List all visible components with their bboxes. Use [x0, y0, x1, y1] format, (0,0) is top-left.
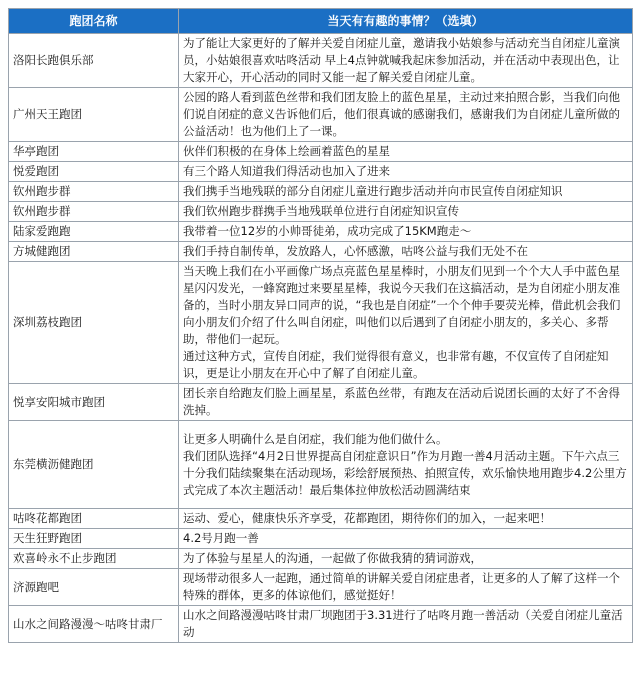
- table-row: [9, 242, 633, 262]
- club-story: [179, 569, 633, 606]
- club-story: [179, 606, 633, 643]
- story-paragraph: 让更多人明确什么是自闭症，我们能为他们做什么。: [183, 431, 448, 446]
- table-row: [9, 202, 633, 222]
- table-row: [9, 529, 633, 549]
- club-name: 悦享安阳城市跑团: [9, 384, 179, 421]
- header-story: 当天有有趣的事情？（选填）: [179, 9, 633, 34]
- table-row: [9, 384, 633, 421]
- club-story: [179, 421, 633, 509]
- club-name: 悦爱跑团: [9, 162, 179, 182]
- story-paragraph: 山水之间路漫漫咕咚甘肃厂坝跑团于3.31进行了咕咚月跑一善活动（关爱自闭症儿童活动: [183, 608, 623, 639]
- club-story: [179, 509, 633, 529]
- table-row: [9, 606, 633, 643]
- story-paragraph: 通过这种方式，宣传自闭症，我们觉得很有意义，也非常有趣，不仅宣传了自闭症知识，更是让小朋友在开心中了解了自闭症儿童。: [183, 349, 609, 380]
- club-story: [179, 88, 633, 142]
- table-row: [9, 421, 633, 509]
- story-paragraph: 我们携手当地残联的部分自闭症儿童进行跑步活动并向市民宣传自闭症知识: [183, 184, 563, 198]
- document: [8, 8, 632, 643]
- table-row: [9, 262, 633, 384]
- table-row: [9, 142, 633, 162]
- story-paragraph: 公园的路人看到蓝色丝带和我们团友脸上的蓝色星星，主动过来拍照合影，当我们向他们说自闭症的意义告诉他们后，他们很真诚的感谢我们，感谢我们为自闭症儿童所做的公益活动！也为他们上了一课。: [183, 90, 620, 138]
- club-story: [179, 202, 633, 222]
- story-paragraph: 伙伴们积极的在身体上绘画着蓝色的星星: [183, 144, 390, 158]
- table-row: [9, 34, 633, 88]
- header-club-name: 跑团名称: [9, 9, 179, 34]
- club-name: 方城健跑团: [9, 242, 179, 262]
- club-story: [179, 34, 633, 88]
- club-story: [179, 182, 633, 202]
- table-row: [9, 88, 633, 142]
- club-story: [179, 162, 633, 182]
- story-paragraph: 我们团队选择“4月2日世界提高自闭症意识日”作为月跑一善4月活动主题。下午六点三十分我们陆续聚集在活动现场，彩绘舒展预热、拍照宣传，欢乐愉快地用跑步4.2公里方式完成了本次主题活动！最后集体拉伸放松活动圆满结束: [183, 448, 627, 497]
- table-body: [9, 34, 633, 643]
- club-story: [179, 529, 633, 549]
- club-name: 山水之间路漫漫～咕咚甘肃厂: [9, 606, 179, 643]
- club-name: 钦州跑步群: [9, 202, 179, 222]
- club-name: 陆家爱跑跑: [9, 222, 179, 242]
- story-paragraph: 为了能让大家更好的了解并关爱自闭症儿童，邀请我小姑娘参与活动充当自闭症儿童演员，小姑娘很喜欢咕咚活动 早上4点钟就喊我起床参加活动，并在活动中表现出色，让大家开心，开心活动的同时又能一起了解关爱自闭症儿童。: [183, 36, 620, 84]
- club-name: 济源跑吧: [9, 569, 179, 606]
- club-story: [179, 549, 633, 569]
- club-name: 天生狂野跑团: [9, 529, 179, 549]
- story-paragraph: 团长亲自给跑友们脸上画星星，系蓝色丝带，有跑友在活动后说团长画的太好了不舍得洗掉。: [183, 386, 620, 417]
- club-name: 洛阳长跑俱乐部: [9, 34, 179, 88]
- club-name: 华亭跑团: [9, 142, 179, 162]
- club-name: 广州天王跑团: [9, 88, 179, 142]
- table-row: [9, 509, 633, 529]
- story-paragraph: 当天晚上我们在小平画像广场点亮蓝色星星棒时，小朋友们见到一个个大人手中蓝色星星闪闪发光，一蜂窝跑过来要星星棒，我说今天我们在这搞活动，是为自闭症小朋友准备的，当时小朋友异口同声的说，“我也是自闭症”一个个伸手要荧光棒，借此机会我们向小朋友们介绍了什么叫自闭症，叫他们以后遇到了自闭症小朋友的，多关心、多帮助，带他们一起玩。: [183, 264, 621, 346]
- club-story: [179, 242, 633, 262]
- table-row: [9, 162, 633, 182]
- club-activity-table: [8, 8, 633, 643]
- club-story: [179, 222, 633, 242]
- story-paragraph: 4.2号月跑一善: [183, 531, 259, 545]
- header-row: [9, 9, 633, 34]
- table-header: [9, 9, 633, 34]
- table-row: [9, 549, 633, 569]
- story-paragraph: 现场带动很多人一起跑，通过简单的讲解关爱自闭症患者，让更多的人了解了这样一个特殊的群体，更多的体谅他们，感觉挺好！: [183, 571, 620, 602]
- table-row: [9, 569, 633, 606]
- club-story: [179, 262, 633, 384]
- story-paragraph: 我带着一位12岁的小帅哥徒弟，成功完成了15KM跑走～: [183, 224, 472, 238]
- club-name: 深圳荔枝跑团: [9, 262, 179, 384]
- story-paragraph: 为了体验与星星人的沟通，一起做了你做我猜的猜词游戏，: [183, 551, 482, 565]
- story-paragraph: 我们手持自制传单，发放路人，心怀感激，咕咚公益与我们无处不在: [183, 244, 528, 258]
- story-paragraph: 运动、爱心，健康快乐齐享受，花都跑团，期待你们的加入，一起来吧！: [183, 511, 551, 525]
- club-name: 咕咚花都跑团: [9, 509, 179, 529]
- club-name: 欢喜岭永不止步跑团: [9, 549, 179, 569]
- club-story: [179, 384, 633, 421]
- story-paragraph: 我们钦州跑步群携手当地残联单位进行自闭症知识宣传: [183, 204, 459, 218]
- club-name: 东莞横沥健跑团: [9, 421, 179, 509]
- story-paragraph: 有三个路人知道我们得活动也加入了进来: [183, 164, 390, 178]
- table-row: [9, 222, 633, 242]
- club-name: 钦州跑步群: [9, 182, 179, 202]
- table-row: [9, 182, 633, 202]
- club-story: [179, 142, 633, 162]
